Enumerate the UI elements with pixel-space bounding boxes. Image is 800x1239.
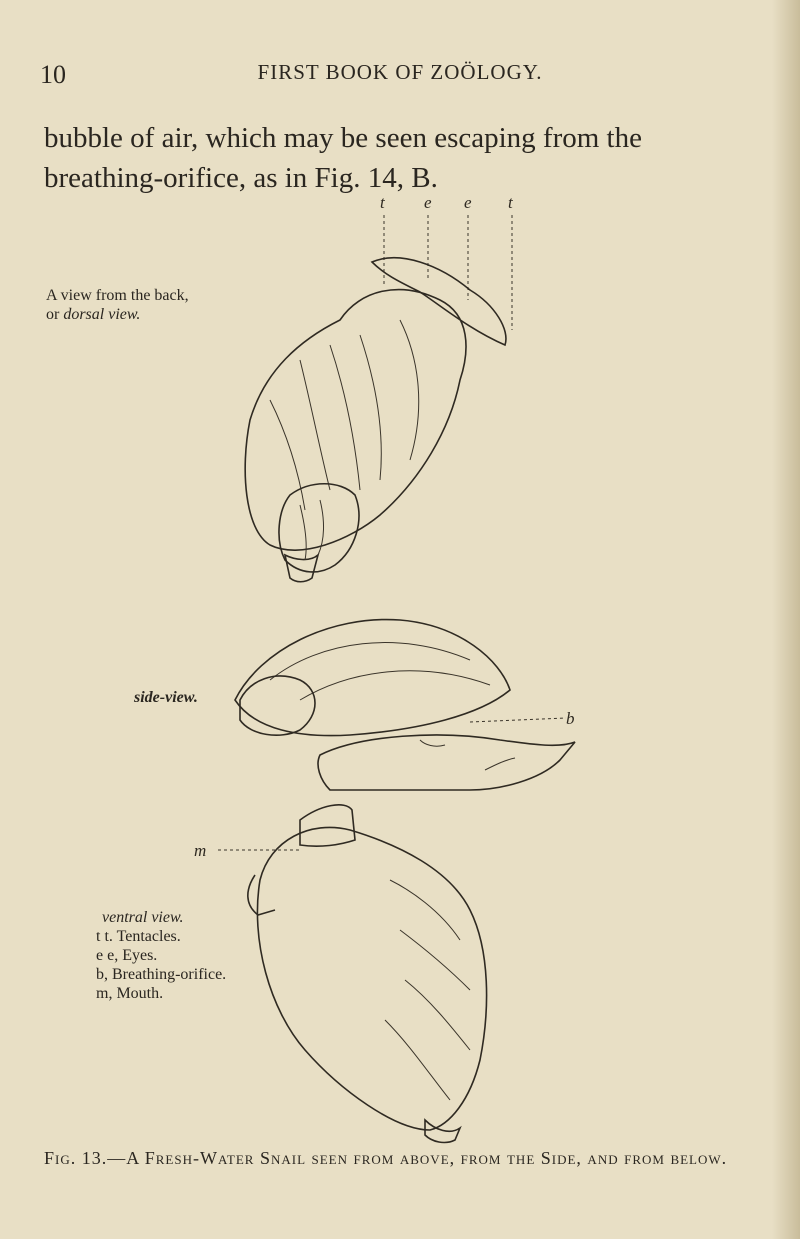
body-paragraph: bubble of air, which may be seen escaping from the breathing-orifice, as in Fig. 14, B. <box>44 122 642 194</box>
ventral-view-label: ventral view. <box>102 909 184 926</box>
letter-m: m <box>194 841 207 860</box>
legend-tentacles: t t. Tentacles. <box>96 928 181 945</box>
letter-b: b <box>566 709 575 728</box>
legend-breathing-orifice: b, Breathing-orifice. <box>96 966 227 983</box>
dorsal-view-shell <box>245 258 506 582</box>
letter-t-right: t <box>508 193 513 212</box>
dorsal-label-or: or <box>46 306 60 323</box>
page-number: 10 <box>40 60 66 89</box>
running-title: FIRST BOOK OF ZOÖLOGY. <box>257 60 543 84</box>
dorsal-label-italic: dorsal view. <box>63 306 141 323</box>
dorsal-label-line1: A view from the back, <box>46 287 189 304</box>
side-view-shell <box>235 620 575 790</box>
legend-eyes: e e, Eyes. <box>96 947 158 964</box>
letter-e-right: e <box>464 193 472 212</box>
ventral-view-shell <box>194 805 487 1143</box>
pointer-lines-top <box>384 215 512 330</box>
side-view-label: side-view. <box>134 689 198 706</box>
figure-caption: Fig. 13.—A Fresh-Water Snail seen from above, from the Side, and from below. <box>44 1148 728 1168</box>
legend-mouth: m, Mouth. <box>96 985 164 1002</box>
letter-e-left: e <box>424 193 432 212</box>
letter-t-left: t <box>380 193 385 212</box>
